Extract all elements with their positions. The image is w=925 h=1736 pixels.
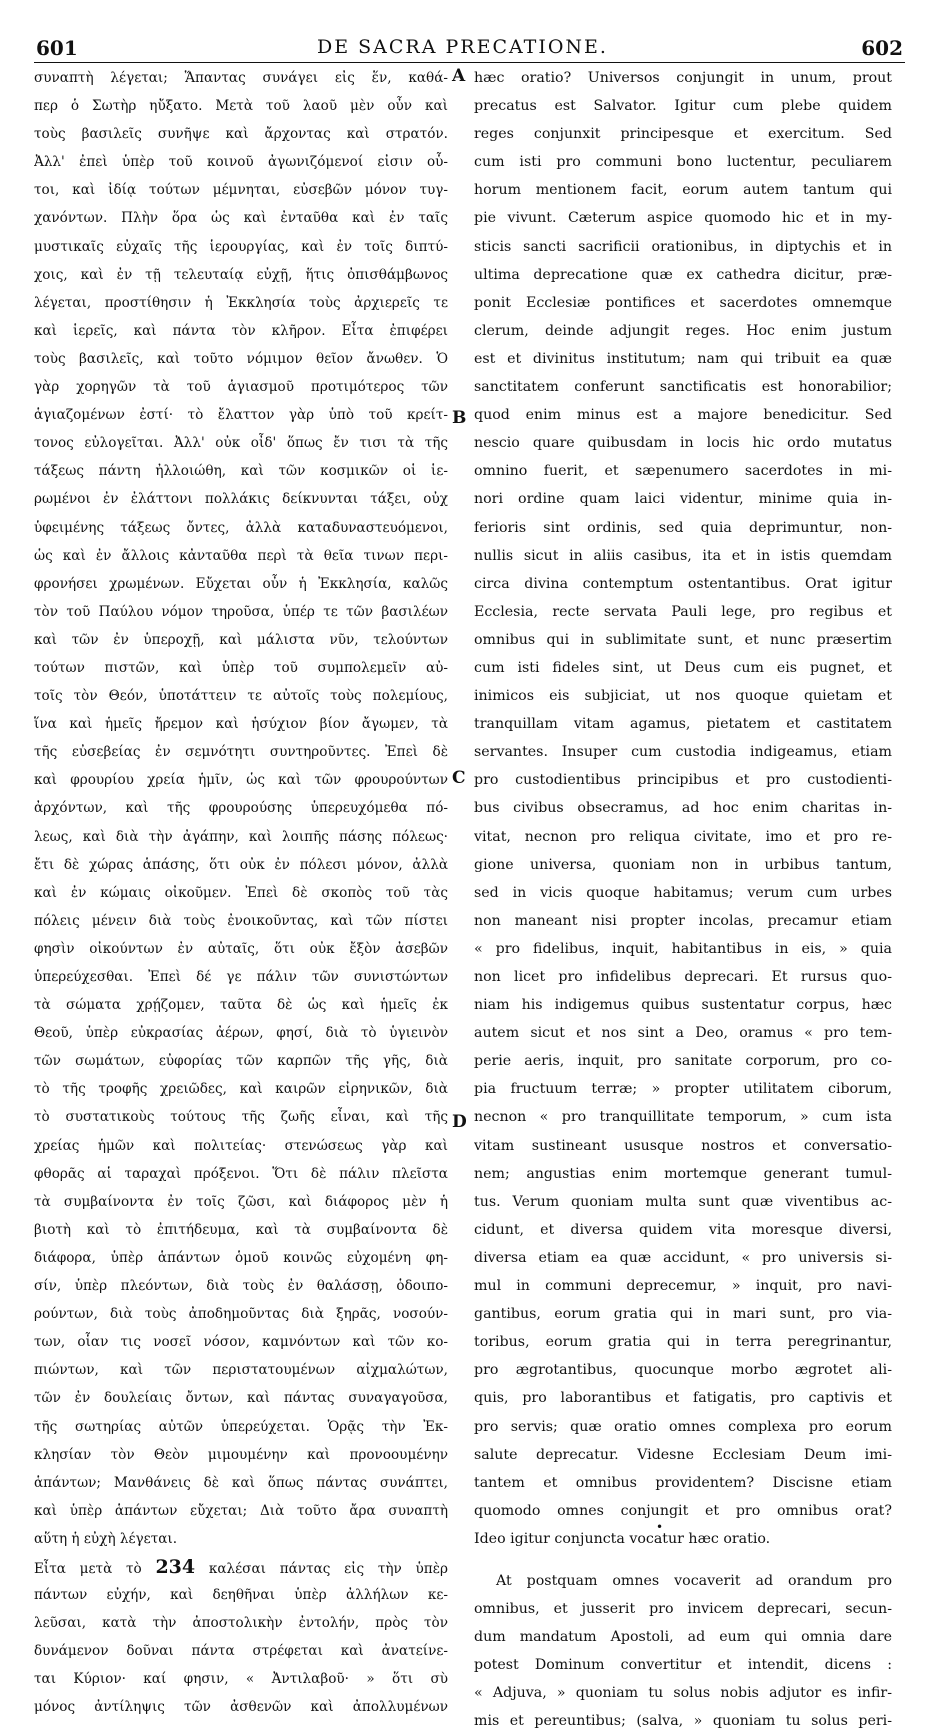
text-line: ἵνα καὶ ἡμεῖς ἤρεμον καὶ ἡσύχιον βίον ἄγωμεν, τὰ	[34, 716, 448, 733]
text-line: Ecclesia, recte servata Pauli lege, pro regibus et	[474, 603, 892, 620]
text-line: τὸν τοῦ Παύλου νόμον τηροῦσα, ὑπέρ τε τῶν βασιλέων	[34, 603, 448, 620]
header-rule	[34, 62, 905, 63]
text-line: cum isti pro communi bono luctentur, peculiarem	[474, 154, 892, 171]
text-line: καὶ ἱερεῖς, καὶ πάντα τὸν κλῆρον. Εἶτα ἐπιφέρει	[34, 322, 448, 339]
text-line: δυνάμενον δοῦναι πάντα στρέφεται καὶ ἀνατείνε-	[34, 1643, 448, 1660]
text-line: Ἀλλ' ἐπεὶ ὑπὲρ τοῦ κοινοῦ ἀγωνιζόμενοί εἰσιν οὗ-	[34, 154, 448, 171]
text-line: χοις, καὶ ἐν τῇ τελευταίᾳ εὐχῇ, ἥτις ὀπισθάμβωνος	[34, 266, 448, 283]
text-line: τοῖς τὸν Θεόν, ὑποτάττειν τε αὐτοῖς τοὺς πολεμίους,	[34, 688, 448, 705]
text-line: λεως, καὶ διὰ τὴν ἀγάπην, καὶ λοιπῆς πάσης πόλεως·	[34, 828, 448, 845]
text-line: φησὶν οἰκούντων ἐν αὐταῖς, ὅτι οὐκ ἔξὸν ἀσεβῶν	[34, 940, 448, 957]
text-line: μόνος ἀντίληψις τῶν ἀσθενῶν καὶ ἀπολλυμένων	[34, 1699, 448, 1716]
text-line: quis, pro laborantibus et fatigatis, pro captivis et	[474, 1390, 892, 1407]
text-line: τοὺς βασιλεῖς, καὶ τοῦτο νόμιμον θεῖον ἄνωθεν. Ὁ	[34, 350, 448, 367]
text-line: τοὺς βασιλεῖς συνῆψε καὶ ἄρχοντας καὶ στρατόν.	[34, 126, 448, 143]
text-line: clerum, deinde adjungit reges. Hoc enim justum	[474, 322, 892, 339]
text-line: omnino fuerit, et sæpenumero sacerdotes in mi-	[474, 463, 892, 480]
text-line: sanctitatem conferunt sanctificatis est honorabilior;	[474, 379, 892, 396]
text-line: omnibus qui in sublimitate sunt, et nunc præsertim	[474, 631, 892, 648]
text-line: inimicos eis subjiciat, ut nos quoque quietam et	[474, 688, 892, 705]
text-line: καὶ ὑπὲρ ἁπάντων εὔχεται; Διὰ τοῦτο ἄρα συναπτὴ	[34, 1502, 448, 1519]
page-number-left: 601	[36, 36, 78, 60]
text-line: τὰ σώματα χρῄζομεν, ταῦτα δὲ ὡς καὶ ἡμεῖς ἐκ	[34, 997, 448, 1014]
text-line: quomodo omnes conjungit et pro omnibus orat?	[474, 1502, 892, 1519]
text-line: tranquillam vitam agamus, pietatem et castitatem	[474, 716, 892, 733]
text-line: καὶ ἐν κώμαις οἰκοῦμεν. Ἐπεὶ δὲ σκοπὸς τοῦ τὰς	[34, 884, 448, 901]
text-line: διάφορα, ὑπὲρ ἁπάντων ὁμοῦ κοινῶς εὐχομένη φη-	[34, 1249, 448, 1266]
text-line: ferioris sint ordinis, sed quia deprimuntur, non-	[474, 519, 892, 536]
text-line: non licet pro infidelibus deprecari. Et rursus quo-	[474, 969, 892, 985]
text-line: pia fructuum terræ; » propter utilitatem ciborum,	[474, 1081, 892, 1098]
text-line: ἁπάντων; Μανθάνεις δὲ καὶ ὅπως πάντας συνάπτει,	[34, 1474, 448, 1491]
text-line: ὑπερεύχεσθαι. Ἐπεὶ δέ γε πάλιν τῶν συνιστώντων	[34, 969, 448, 985]
text-line: τούτων πιστῶν, καὶ ὑπὲρ τοῦ συμπολεμεῖν αὐ-	[34, 659, 448, 676]
text-line: Ideo igitur conjuncta vocatur hæc oratio.	[474, 1530, 771, 1547]
text-line: nem; angustias enim mortemque generant tumul-	[474, 1165, 892, 1182]
text-line: λέγεται, προστίθησιν ἡ Ἐκκλησία τοὺς ἀρχιερεῖς τε	[34, 294, 448, 311]
text-line: non maneant nisi propter incolas, precamur etiam	[474, 912, 892, 929]
text-line: hæc oratio? Universos conjungit in unum, prout	[474, 70, 892, 86]
margin-letter-d: D	[452, 1112, 467, 1132]
text-line: « pro fidelibus, inquit, habitantibus in eis, » quia	[474, 940, 892, 957]
text-line: diversa etiam ea quæ accidunt, « pro universis si-	[474, 1249, 892, 1266]
text-line: των, οἷαν τις νοσεῖ νόσον, καμνόντων καὶ τῶν κο-	[34, 1334, 448, 1351]
paragraph-text: καλέσαι πάντας εἰς τὴν ὑπὲρ	[208, 1560, 448, 1577]
greek-column	[34, 64, 448, 1722]
text-line: ἔτι δὲ χώρας ἁπάσης, ὅτι οὐκ ἐν πόλεσι μόνον, ἀλλὰ	[34, 856, 448, 873]
text-line: τάξεως πάντη ἠλλοιώθη, καὶ τῶν κοσμικῶν οἱ ἱε-	[34, 463, 448, 480]
text-line: τῆς εὐσεβείας ἐν σεμνότητι συντηροῦντες. Ἐπεὶ δὲ	[34, 744, 448, 761]
text-line: τῶν σωμάτων, εὐφορίας τῶν καρπῶν τῆς γῆς, διὰ	[34, 1053, 448, 1070]
text-line: φρονήσει χρωμένων. Εὔχεται οὖν ἡ Ἐκκλησία, καλῶς	[34, 575, 448, 592]
text-line: ρωμένοι ἐν ἐλάττονι πολλάκις δείκνυνται τάξει, οὐχ	[34, 491, 448, 508]
text-line	[34, 1553, 448, 1581]
text-line: καὶ τῶν ἐν ὑπεροχῇ, καὶ μάλιστα νῦν, τελούντων	[34, 631, 448, 648]
text-line: ὑφειμένης τάξεως ὄντες, ἀλλὰ καταδυναστευόμενοι,	[34, 519, 448, 536]
text-line: τὸ τῆς τροφῆς χρειῶδες, καὶ καιρῶν εἰρηνικῶν, διὰ	[34, 1081, 448, 1098]
text-line: nescio quare quibusdam in locis hic ordo mutatus	[474, 435, 892, 452]
text-line: cidunt, et diversa quidem vita moresque diversi,	[474, 1221, 892, 1238]
text-line: τοι, καὶ ἰδίᾳ τούτων μέμνηται, εὐσεβῶν μόνον τυγ-	[34, 182, 448, 199]
text-line: σίν, ὑπὲρ πλεόντων, διὰ τοὺς ἐν θαλάσσῃ, ὁδοιπο-	[34, 1278, 448, 1295]
text-line: niam his indigemus quibus sustentatur corpus, hæc	[474, 997, 892, 1014]
text-line: τονος εὐλογεῖται. Ἀλλ' οὐκ οἶδ' ὅπως ἔν τισι τὰ τῆς	[34, 435, 448, 452]
text-line: perie aeris, inquit, pro sanitate corporum, pro co-	[474, 1053, 892, 1070]
text-line: φθορᾶς αἱ ταραχαὶ πρόξενοι. Ὅτι δὲ πάλιν πλεῖστα	[34, 1165, 448, 1182]
text-line: servantes. Insuper cum custodia indigeamus, etiam	[474, 744, 892, 761]
running-title: DE SACRA PRECATIONE.	[317, 36, 608, 58]
text-line: necnon « pro tranquillitate temporum, » cum ista	[474, 1109, 892, 1126]
text-line: nori ordine quam laici videntur, minime quia in-	[474, 491, 892, 508]
margin-letter-a: A	[452, 66, 466, 86]
text-line: cum isti fideles sint, ut Deus cum eis pugnet, et	[474, 659, 892, 676]
text-line: Θεοῦ, ὑπὲρ εὐκρασίας ἀέρων, φησί, διὰ τὸ ὑγιεινὸν	[34, 1025, 448, 1042]
text-line: τὸ συστατικοὺς τούτους τῆς ζωῆς εἶναι, καὶ τῆς	[34, 1109, 448, 1126]
text-line: βιοτὴ καὶ τὸ ἐπιτήδευμα, καὶ τὰ συμβαίνοντα δὲ	[34, 1221, 448, 1238]
text-line: πάντων εὐχήν, καὶ δεηθῆναι ὑπὲρ ἀλλήλων κε-	[34, 1587, 448, 1604]
text-line: ἀρχόντων, καὶ τῆς φρουρούσης ὑπερευχόμεθα πό-	[34, 800, 448, 817]
text-line: pro servis; quæ oratio omnes complexa pro eorum	[474, 1418, 892, 1435]
text-line: τὰ συμβαίνοντα ἐν τοῖς ζῶσι, καὶ διάφορος μὲν ἡ	[34, 1193, 448, 1210]
text-line: sticis sancti sacrificii orationibus, in diptychis et in	[474, 238, 892, 255]
text-line: circa divina contemptum ostentantibus. Orat igitur	[474, 575, 892, 592]
text-line: ultima deprecatione quæ ex cathedra dicitur, præ-	[474, 266, 892, 283]
margin-letter-b: B	[452, 408, 467, 428]
text-line: μυστικαῖς εὐχαῖς τῆς ἱερουργίας, καὶ ἐν τοῖς διπτύ-	[34, 238, 448, 255]
text-line: vitam sustineant ususque nostros et conversatio-	[474, 1137, 892, 1154]
text-line: ρούντων, διὰ τοὺς ἀποδημοῦντας διὰ ξηρᾶς, νοσούν-	[34, 1306, 448, 1323]
text-line: « Adjuva, » quoniam tu solus nobis adjutor es infir-	[474, 1685, 892, 1702]
text-line: est et divinitus institutum; nam qui tribuit ea quæ	[474, 350, 892, 367]
text-line: τῶν ἐν δουλείαις ὄντων, καὶ πάντας συναγαγοῦσα,	[34, 1390, 448, 1407]
text-line: αὕτη ἡ εὐχὴ λέγεται.	[34, 1530, 178, 1547]
text-line: pro custodientibus principibus et pro custodienti-	[474, 772, 892, 789]
text-line: λεῦσαι, κατὰ τὴν ἀποστολικὴν ἐντολήν, πρὸς τὸν	[34, 1615, 448, 1632]
text-line: precatus est Salvator. Igitur cum plebe quidem	[474, 98, 892, 115]
running-head	[0, 36, 925, 58]
text-line: πόλεις μένειν διὰ τοὺς ἐνοικοῦντας, καὶ τῶν πίστει	[34, 912, 448, 929]
text-line: dum mandatum Apostoli, ad eum qui omnia dare	[474, 1629, 892, 1646]
text-line: pro ægrotantibus, quocunque morbo ægrotet ali-	[474, 1362, 892, 1379]
text-line: gantibus, eorum gratia qui in mari sunt, pro via-	[474, 1306, 892, 1323]
text-line: πιώντων, καὶ τῶν περιστατουμένων αἰχμαλώτων,	[34, 1362, 448, 1379]
text-line: pie vivunt. Cæterum aspice quomodo hic et in my-	[474, 210, 892, 227]
text-line: κλησίαν τὸν Θεὸν μιμουμένην καὶ προνοουμένην	[34, 1446, 448, 1463]
text-line: mul in communi deprecemur, » inquit, pro navi-	[474, 1278, 892, 1295]
text-line: tus. Verum quoniam multa sunt quæ viventibus ac-	[474, 1193, 892, 1210]
text-line: omnibus, et jusserit pro invicem deprecari, secun-	[474, 1601, 892, 1618]
text-line: gione universa, quoniam non in urbibus tantum,	[474, 856, 892, 873]
paragraph-lead: Εἶτα μετὰ τὸ	[34, 1560, 142, 1577]
text-line: nullis sicut in aliis casibus, ita et in istis quemdam	[474, 547, 892, 564]
text-line: χρείας ἡμῶν καὶ πολιτείας· στενώσεως γὰρ καὶ	[34, 1137, 448, 1154]
paragraph-gap	[474, 1553, 892, 1567]
footer-mark: •	[656, 1520, 664, 1534]
text-line: At postquam omnes vocaverit ad orandum pro	[496, 1572, 892, 1589]
text-line: bus civibus obsecramus, ad hoc enim charitas in-	[474, 800, 892, 817]
text-line: συναπτὴ λέγεται; Ἅπαντας συνάγει εἰς ἕν, καθά-	[34, 70, 448, 86]
text-line: ται Κύριον· καί φησιν, « Ἀντιλαβοῦ· » ὅτι σὺ	[34, 1671, 448, 1688]
text-line: γὰρ χορηγῶν τὰ τοῦ ἁγιασμοῦ προτιμότερος τῶν	[34, 379, 448, 396]
marginal-number: 234	[155, 1555, 196, 1578]
text-line: reges conjunxit principesque et exercitum. Sed	[474, 126, 892, 143]
text-line: vitat, necnon pro reliqua civitate, imo et pro re-	[474, 828, 892, 845]
latin-column	[474, 64, 892, 1736]
page-number-right: 602	[861, 36, 903, 60]
text-line: χανόντων. Πλὴν ὅρα ὡς καὶ ἐνταῦθα καὶ ἐν ταῖς	[34, 210, 448, 227]
text-line: ἁγιαζομένων ἐστί· τὸ ἔλαττον γὰρ ὑπὸ τοῦ κρείτ-	[34, 407, 448, 424]
text-line: tantem et omnibus providentem? Discisne etiam	[474, 1474, 892, 1491]
text-line: horum mentionem facit, eorum autem tantum qui	[474, 182, 892, 199]
text-line: toribus, eorum gratia qui in terra peregrinantur,	[474, 1334, 892, 1351]
text-line: περ ὁ Σωτὴρ ηὔξατο. Μετὰ τοῦ λαοῦ μὲν οὖν καὶ	[34, 98, 448, 115]
text-line: quod enim minus est a majore benedicitur. Sed	[474, 407, 892, 424]
text-line: ὡς καὶ ἐν ἄλλοις κἀνταῦθα περὶ τὰ θεῖα τινων περι-	[34, 547, 448, 564]
text-line: sed in vicis quoque habitamus; verum cum urbes	[474, 884, 892, 901]
text-line: καὶ φρουρίου χρεία ἡμῖν, ὡς καὶ τῶν φρουρούντων	[34, 772, 448, 789]
text-line: salute deprecatur. Videsne Ecclesiam Deum imi-	[474, 1446, 892, 1463]
text-line: τῆς σωτηρίας αὐτῶν ὑπερεύχεται. Ὁρᾷς τὴν Ἐκ-	[34, 1418, 448, 1435]
text-line: ponit Ecclesiæ pontifices et sacerdotes omnemque	[474, 294, 892, 311]
text-line: potest Dominum convertitur et intendit, dicens :	[474, 1657, 892, 1674]
text-line: mis et pereuntibus; (salva, » quoniam tu solus peri-	[474, 1713, 892, 1730]
margin-letter-c: C	[452, 768, 466, 788]
text-line: autem sicut et nos sint a Deo, oramus « pro tem-	[474, 1025, 892, 1042]
